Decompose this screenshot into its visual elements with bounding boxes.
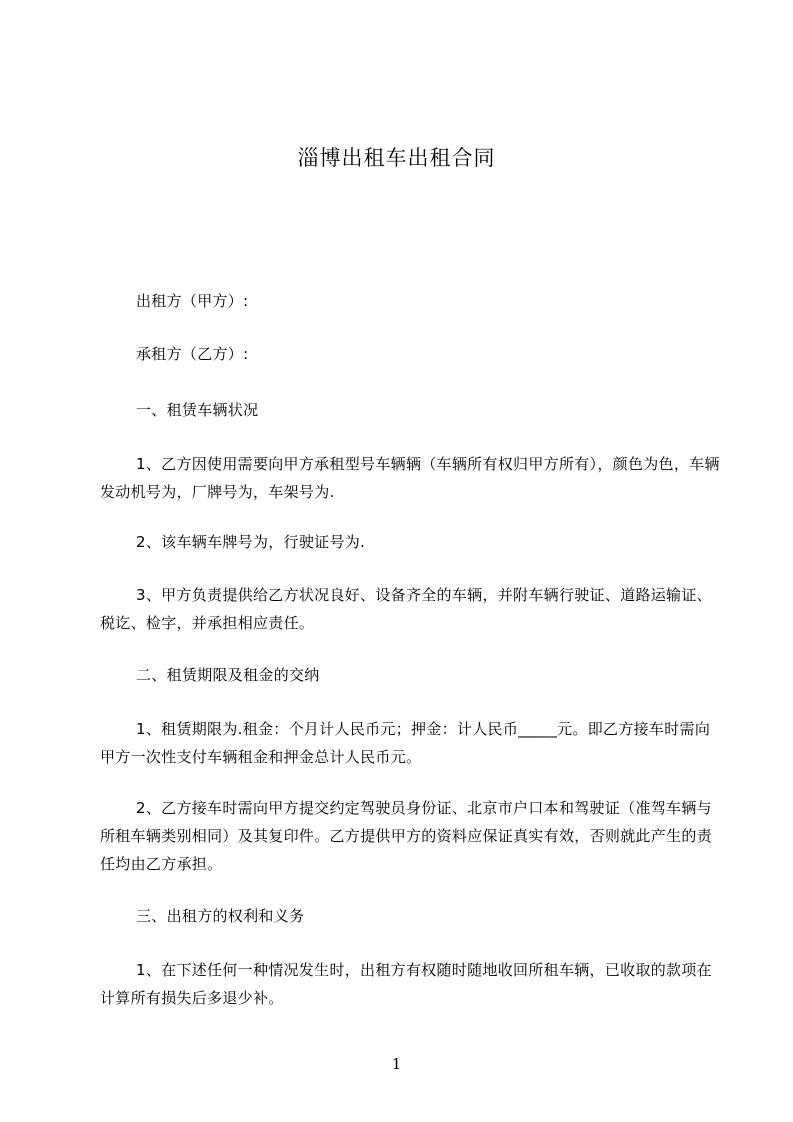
section-heading-1: 一、租赁车辆状况: [136, 401, 259, 419]
section-heading-2: 二、租赁期限及租金的交纳: [136, 666, 320, 684]
section-1-item-2: 2、该车辆车牌号为，行驶证号为.: [136, 533, 366, 551]
document-title: 淄博出租车出租合同: [297, 146, 496, 170]
lessee-line: 承租方（乙方）:: [136, 345, 249, 363]
lessor-line: 出租方（甲方）:: [136, 292, 249, 310]
section-3-item-1: 1、在下述任何一种情况发生时，出租方有权随时随地收回所租车辆，已收取的款项在计算所有损失后多退少补。: [100, 961, 712, 1007]
page-number: 1: [391, 1055, 402, 1073]
section-2-item-1: 1、租赁期限为.租金：个月计人民币元；押金：计人民币_____元。即乙方接车时需向甲方一次性支付车辆租金和押金总计人民币元。: [100, 720, 711, 766]
section-1-item-1: 1、乙方因使用需要向甲方承租型号车辆辆（车辆所有权归甲方所有），颜色为色，车辆发动机号为，厂牌号为，车架号为.: [100, 455, 720, 501]
section-1-item-3: 3、甲方负责提供给乙方状况良好、设备齐全的车辆，并附车辆行驶证、道路运输证、税讫、检字，并承担相应责任。: [100, 586, 712, 632]
section-2-item-2: 2、乙方接车时需向甲方提交约定驾驶员身份证、北京市户口本和驾驶证（准驾车辆与所租车辆类别相同）及其复印件。乙方提供甲方的资料应保证真实有效，否则就此产生的责任均由乙方承担。: [100, 799, 713, 873]
section-heading-3: 三、出租方的权利和义务: [136, 907, 305, 925]
